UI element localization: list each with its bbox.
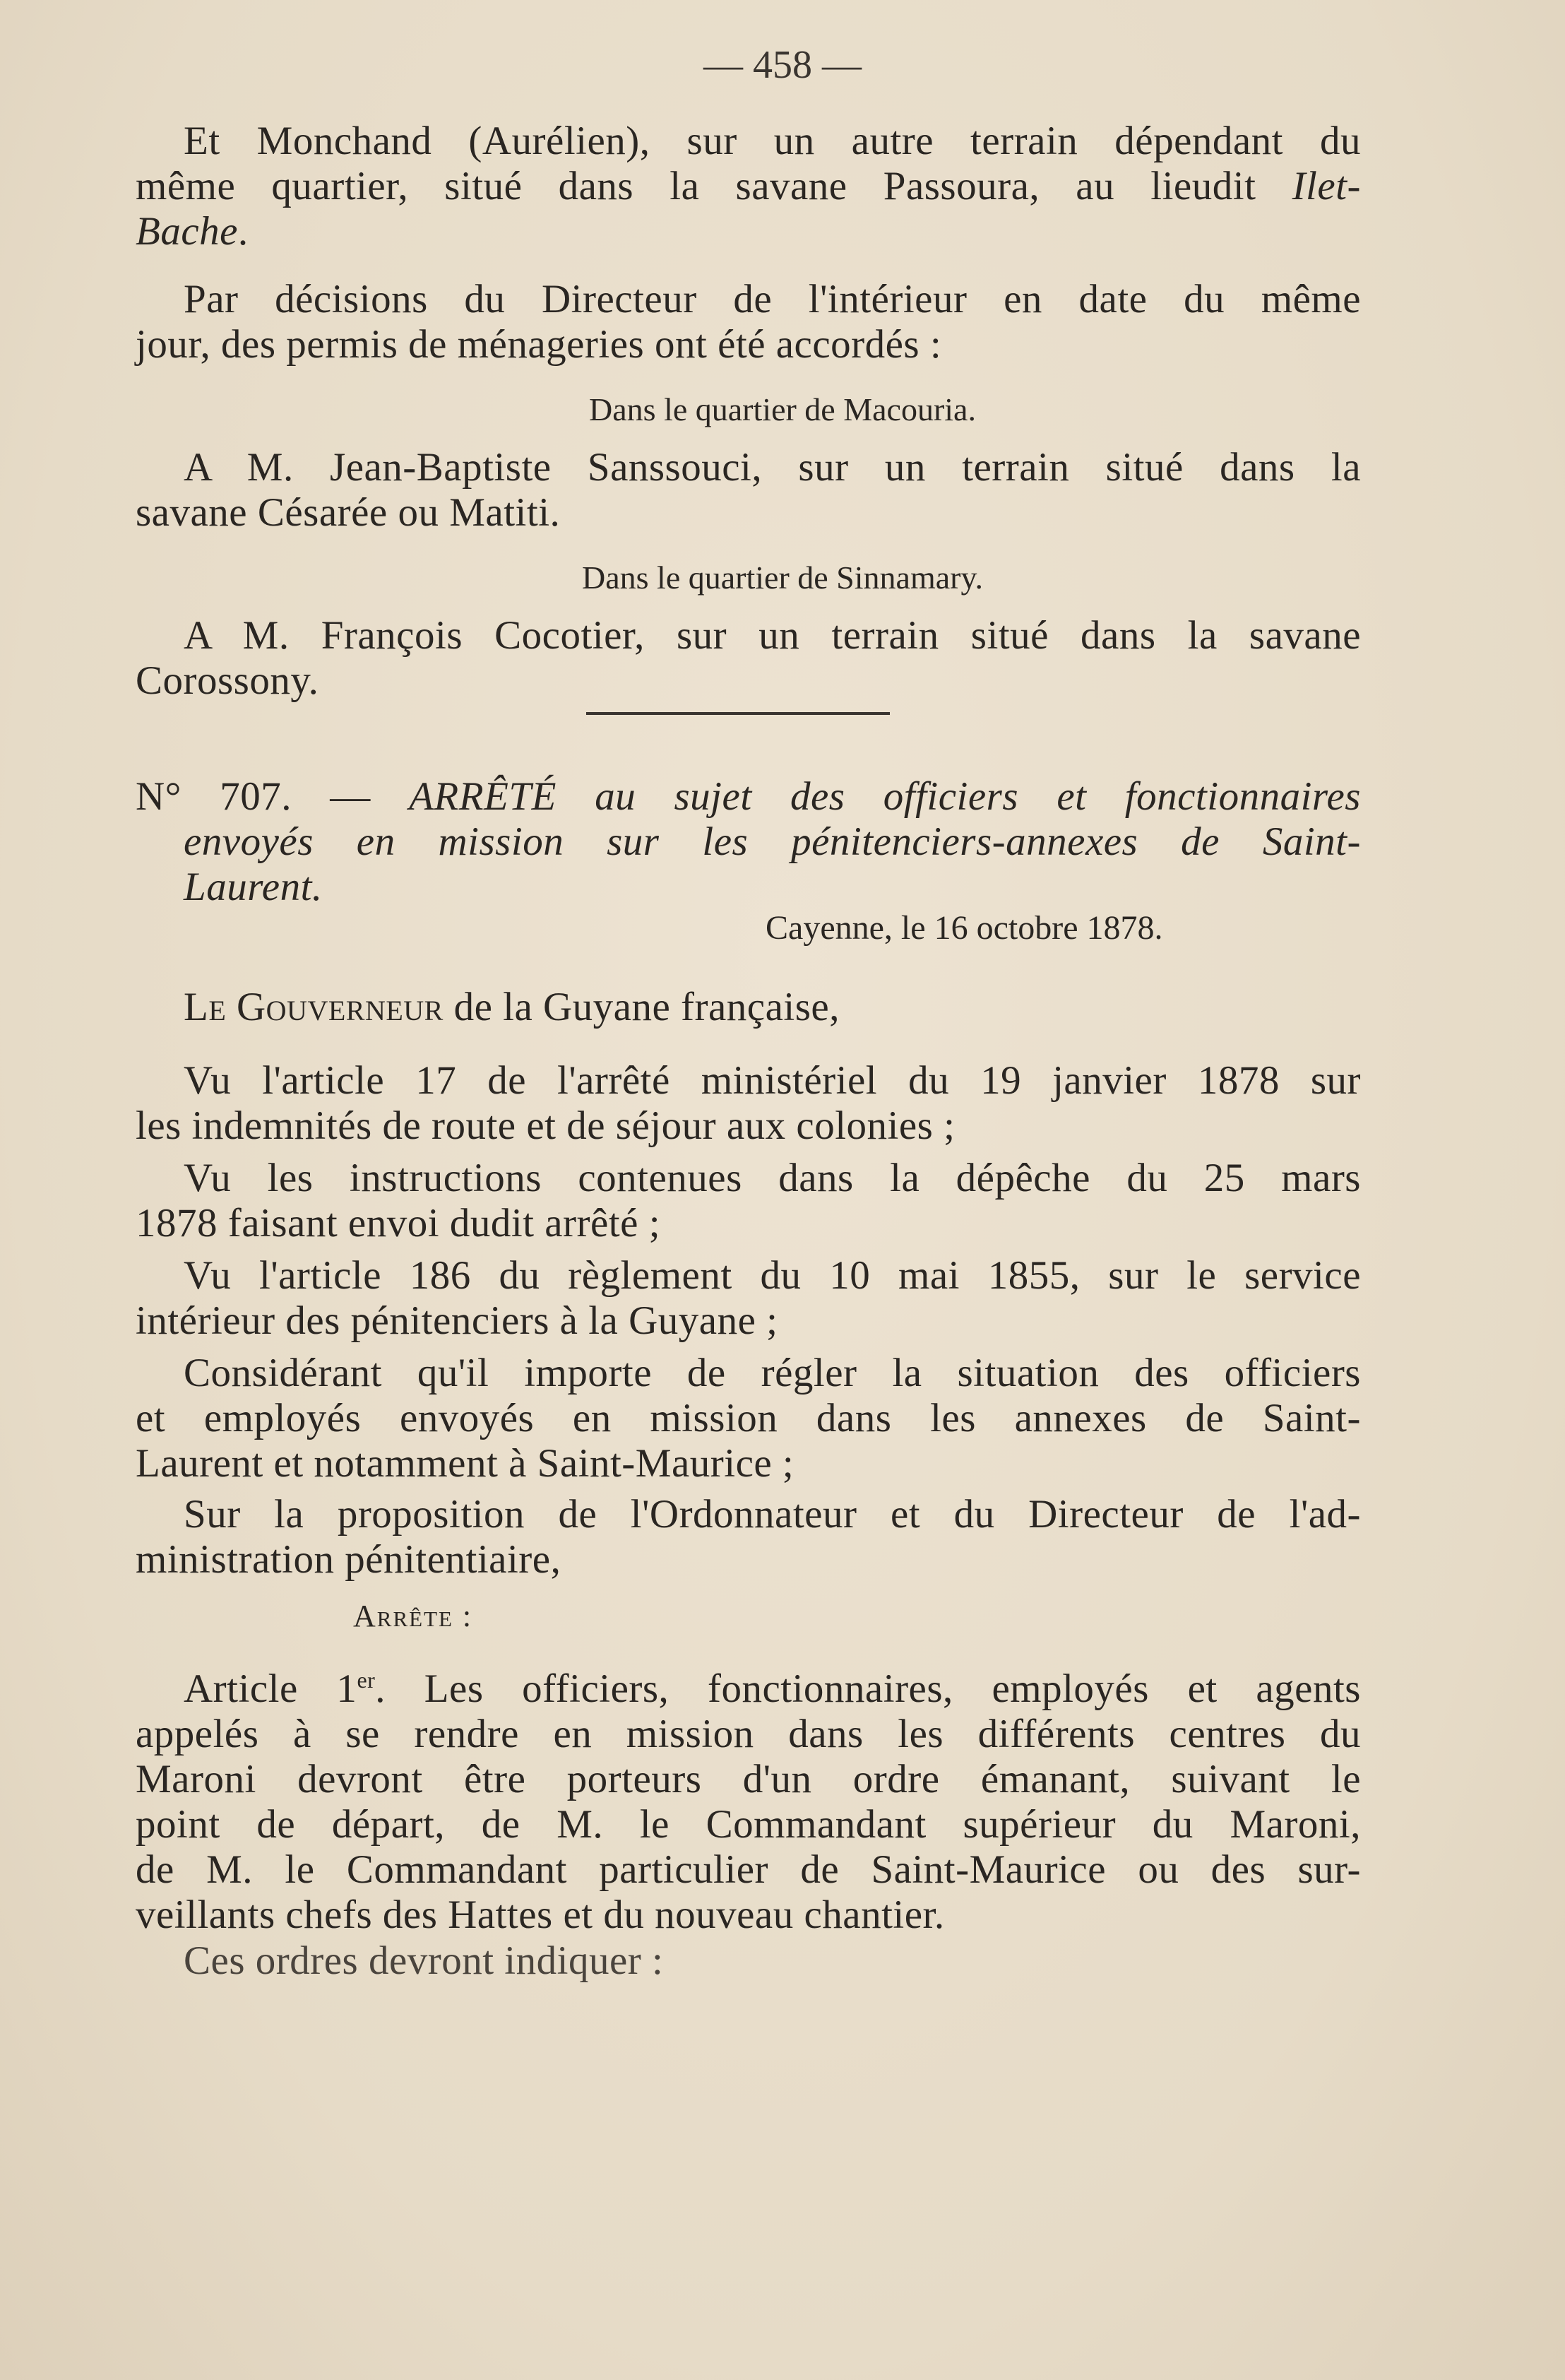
line: Maroni devront être porteurs d'un ordre émanant, suivant le — [136, 1757, 1361, 1801]
line — [136, 209, 1361, 254]
line — [136, 985, 1361, 1030]
line: Laurent et notamment à Saint-Maurice ; — [136, 1441, 795, 1486]
line: les indemnités de route et de séjour aux colonies ; — [136, 1103, 956, 1148]
article-1 — [136, 1657, 1361, 1938]
decree-date: Cayenne, le 16 octobre 1878. — [766, 909, 1163, 947]
text-span: de la Guyane française, — [443, 985, 840, 1029]
article-label: Article 1 — [184, 1666, 357, 1711]
line: Laurent. — [184, 865, 323, 909]
place-name-italic: Bache — [136, 209, 238, 254]
governor-line — [136, 985, 1361, 1030]
line: Corossony. — [136, 658, 319, 703]
line: Vu l'article 17 de l'arrêté ministériel du 19 janvier 1878 sur — [184, 1058, 1361, 1103]
line: de M. le Commandant particulier de Saint-Maurice ou des sur- — [136, 1847, 1361, 1892]
paragraph-cocotier — [136, 613, 1361, 704]
line: Ces ordres devront indiquer : — [184, 1938, 664, 1983]
line: ministration pénitentiaire, — [136, 1537, 561, 1582]
line: jour, des permis de ménageries ont été accordés : — [136, 322, 942, 367]
section-divider — [586, 712, 890, 715]
decree-number: N° 707. — — [136, 774, 410, 819]
line: envoyés en mission sur les pénitenciers-annexes de Saint- — [184, 819, 1361, 864]
paragraph-decisions — [136, 277, 1361, 367]
consideration-3 — [136, 1253, 1361, 1344]
governor-title: Le Gouverneur — [184, 985, 444, 1029]
paragraph-monchand — [136, 119, 1361, 254]
subheading-sinnamary: Dans le quartier de Sinnamary. — [582, 560, 983, 596]
subheading-macouria: Dans le quartier de Macouria. — [589, 391, 976, 427]
line: Vu l'article 186 du règlement du 10 mai 1855, sur le service — [184, 1253, 1361, 1298]
line: A M. Jean-Baptiste Sanssouci, sur un terrain situé dans la — [184, 445, 1361, 490]
line: Vu les instructions contenues dans la dépêche du 25 mars — [184, 1156, 1361, 1200]
line: A M. François Cocotier, sur un terrain situé dans la savane — [184, 613, 1361, 658]
place-name-italic: Ilet- — [1292, 164, 1361, 208]
line: appelés à se rendre en mission dans les différents centres du — [136, 1712, 1361, 1756]
line: Par décisions du Directeur de l'intérieur en date du même — [184, 277, 1361, 321]
line — [136, 164, 1361, 209]
consideration-4 — [136, 1351, 1361, 1486]
line — [136, 1657, 1361, 1712]
consideration-2 — [136, 1156, 1361, 1246]
line: savane Césarée ou Matiti. — [136, 490, 561, 535]
line: Sur la proposition de l'Ordonnateur et du Directeur de l'ad- — [184, 1492, 1361, 1537]
ordinal-superscript: er — [357, 1667, 376, 1693]
consideration-5 — [136, 1492, 1361, 1582]
line: point de départ, de M. le Commandant supérieur du Maroni, — [136, 1802, 1361, 1847]
consideration-1 — [136, 1058, 1361, 1149]
page-number: — 458 — — [703, 43, 862, 87]
text-span: . — [237, 209, 249, 254]
line — [136, 774, 1361, 819]
paragraph-sanssouci — [136, 445, 1361, 535]
line: intérieur des pénitenciers à la Guyane ; — [136, 1298, 778, 1343]
decree-header — [136, 774, 1361, 910]
decree-title: ARRÊTÉ au sujet des officiers et fonctionnaires — [409, 774, 1361, 819]
line: Considérant qu'il importe de régler la situation des officiers — [184, 1351, 1361, 1395]
closing-line — [136, 1938, 1361, 1984]
line: Et Monchand (Aurélien), sur un autre terrain dépendant du — [184, 119, 1361, 163]
line: et employés envoyés en mission dans les annexes de Saint- — [136, 1396, 1361, 1440]
line: 1878 faisant envoi dudit arrêté ; — [136, 1201, 661, 1245]
arrete-heading: Arrête : — [353, 1599, 473, 1633]
text-span: . Les officiers, fonctionnaires, employés et agents — [375, 1666, 1361, 1711]
text-span: même quartier, situé dans la savane Passoura, au lieudit — [136, 164, 1292, 208]
line: veillants chefs des Hattes et du nouveau chantier. — [136, 1893, 945, 1937]
